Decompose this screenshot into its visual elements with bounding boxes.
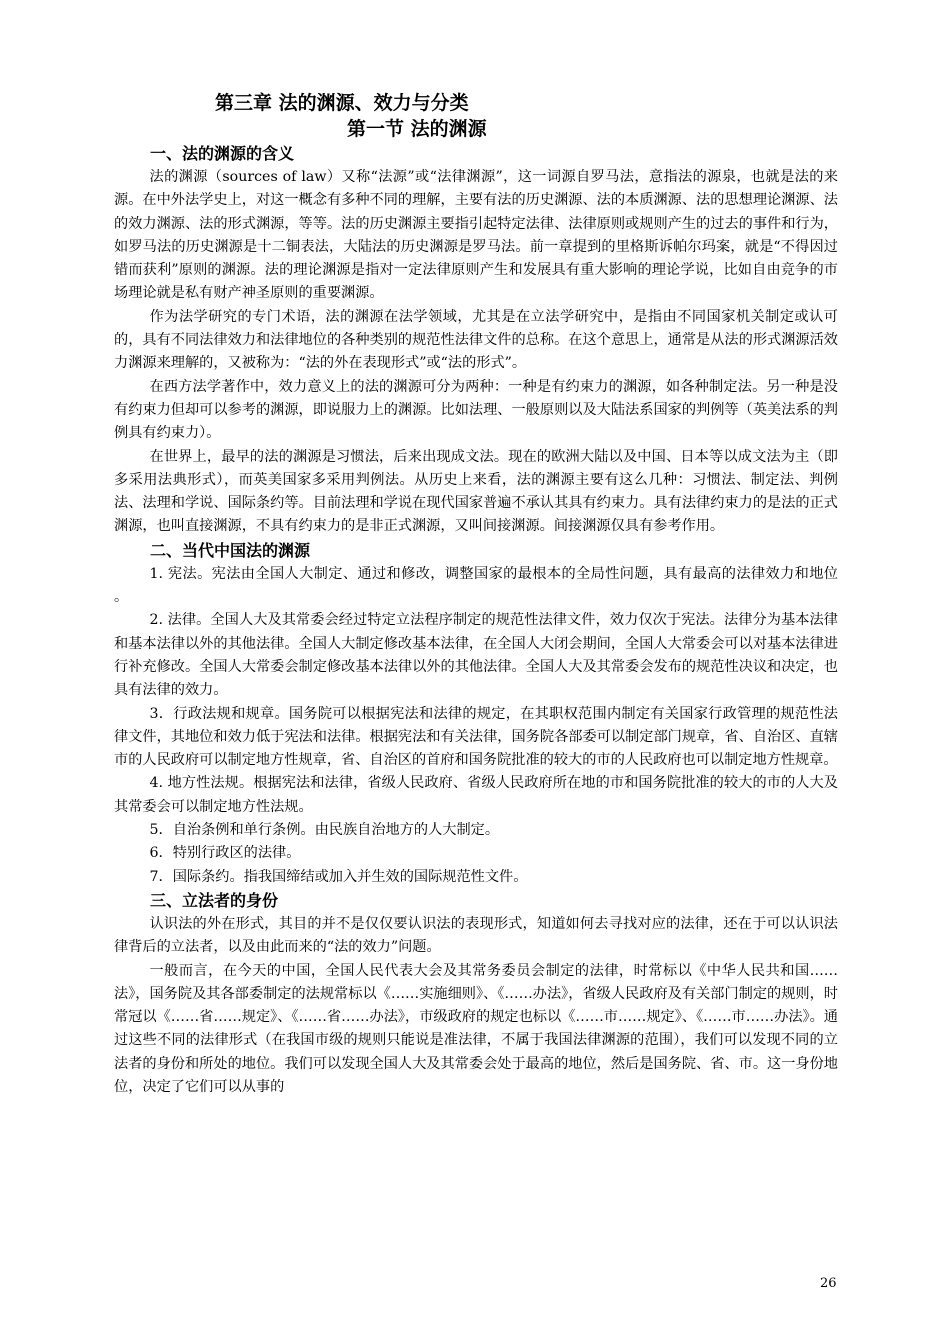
document-body <box>114 142 838 1099</box>
heading-contemporary-china: 二、当代中国法的渊源 <box>150 540 311 560</box>
paragraph: 法的渊源（sources of law）又称“法源”或“法律渊源”，这一词源自罗马法，意指法的源泉，也就是法的来源。在中外法学史上，对这一概念有多种不同的理解，主要有法的历史渊源、法的本质渊源、法的思想理论渊源、法的效力渊源、法的形式渊源，等等。法的历史渊源主要指引起特定法律、法律原则或规则产生的过去的事件和行为，如罗马法的历史渊源是十二铜表法，大陆法的历史渊源是罗马法。前一章提到的里格斯诉帕尔玛案，就是“不得因过错而获利”原则的渊源。法的理论渊源是指对一定法律原则产生和发展具有重大影响的理论学说，比如自由竞争的市场理论就是私有财产神圣原则的重要渊源。 <box>114 169 838 302</box>
heading-meaning: 一、法的渊源的含义 <box>150 144 295 163</box>
paragraph: 在西方法学著作中，效力意义上的法的渊源可分为两种：一种是有约束力的渊源，如各种制定法。另一种是没有约束力但却可以参考的渊源，即说服力上的渊源。比如法理、一般原则以及大陆法系国家的判例等（英美法系的判例具有约束力）。 <box>114 378 838 442</box>
list-item-local-regulations: 4. 地方性法规。根据宪法和法律，省级人民政府、省级人民政府所在地的市和国务院批准的较大的市的人大及其常委会可以制定地方性法规。 <box>114 775 838 815</box>
list-item-autonomous-regulations: 5．自治条例和单行条例。由民族自治地方的人大制定。 <box>149 822 500 839</box>
list-item-sar-law: 6．特别行政区的法律。 <box>149 845 301 862</box>
chapter-title: 第三章 法的渊源、效力与分类 <box>215 92 469 114</box>
list-item-administrative-regulations: 3．行政法规和规章。国务院可以根据宪法和法律的规定，在其职权范围内制定有关国家行政管理的规范性法律文件，其地位和效力低于宪法和法律。根据宪法和有关法律，国务院各部委可以制定部门规章，省、自治区、直辖市的人民政府可以制定地方性规章，省、自治区的首府和国务院批准的较大的市的人民政府也可以制定地方性规章。 <box>114 705 838 769</box>
paragraph: 一般而言，在今天的中国，全国人民代表大会及其常务委员会制定的法律，时常标以《中华人民共和国……法》，国务院及其各部委制定的法规常标以《……实施细则》、《……办法》，省级人民政府及有关部门制定的规则，时常冠以《……省……规定》、《……省……办法》，市级政府的规定也标以《……市……规定》、《……市……办法》。通过这些不同的法律形式（在我国市级的规则只能说是准法律，不属于我国法律渊源的范围），我们可以发现不同的立法者的身份和所处的地位。我们可以发现全国人大及其常委会处于最高的地位，然后是国务院、省、市。这一身份地位，决定了它们可以从事的 <box>114 962 838 1095</box>
list-item-international-treaties: 7．国际条约。指我国缔结或加入并生效的国际规范性文件。 <box>149 868 528 885</box>
paragraph: 认识法的外在形式，其目的并不是仅仅要认识法的表现形式，知道如何去寻找对应的法律，还在于可以认识法律背后的立法者，以及由此而来的“法的效力”问题。 <box>114 915 838 956</box>
heading-legislator-identity: 三、立法者的身份 <box>150 890 279 910</box>
section-title: 第一节 法的渊源 <box>347 118 487 140</box>
list-item-law: 2. 法律。全国人大及其常委会经过特定立法程序制定的规范性法律文件，效力仅次于宪法。法律分为基本法律和基本法律以外的其他法律。全国人大制定修改基本法律，在全国人大闭会期间，全国人大常委会可以对基本法律进行补充修改。全国人大常委会制定修改基本法律以外的其他法律。全国人大及其常委会发布的规范性决议和决定，也具有法律的效力。 <box>114 612 838 699</box>
list-item-constitution: 1. 宪法。宪法由全国人大制定、通过和修改，调整国家的最根本的全局性问题，具有最高的法律效力和地位 。 <box>114 565 838 606</box>
paragraph: 作为法学研究的专门术语，法的渊源在法学领域，尤其是在立法学研究中，是指由不同国家机关制定或认可的，具有不同法律效力和法律地位的各种类别的规范性法律文件的总称。在这个意思上，通常是从法的形式渊源活效力渊源来理解的，又被称为：“法的外在表现形式”或“法的形式”。 <box>114 308 838 372</box>
paragraph: 在世界上，最早的法的渊源是习惯法，后来出现成文法。现在的欧洲大陆以及中国、日本等以成文法为主（即多采用法典形式），而英美国家多采用判例法。从历史上来看，法的渊源主要有这么几种：习惯法、制定法、判例法、法理和学说、国际条约等。目前法理和学说在现代国家普遍不承认其具有约束力。具有法律约束力的是法的正式渊源，也叫直接渊源，不具有约束力的是非正式渊源，又叫间接渊源。间接渊源仅具有参考作用。 <box>114 448 838 535</box>
page-number: 26 <box>820 1276 837 1291</box>
